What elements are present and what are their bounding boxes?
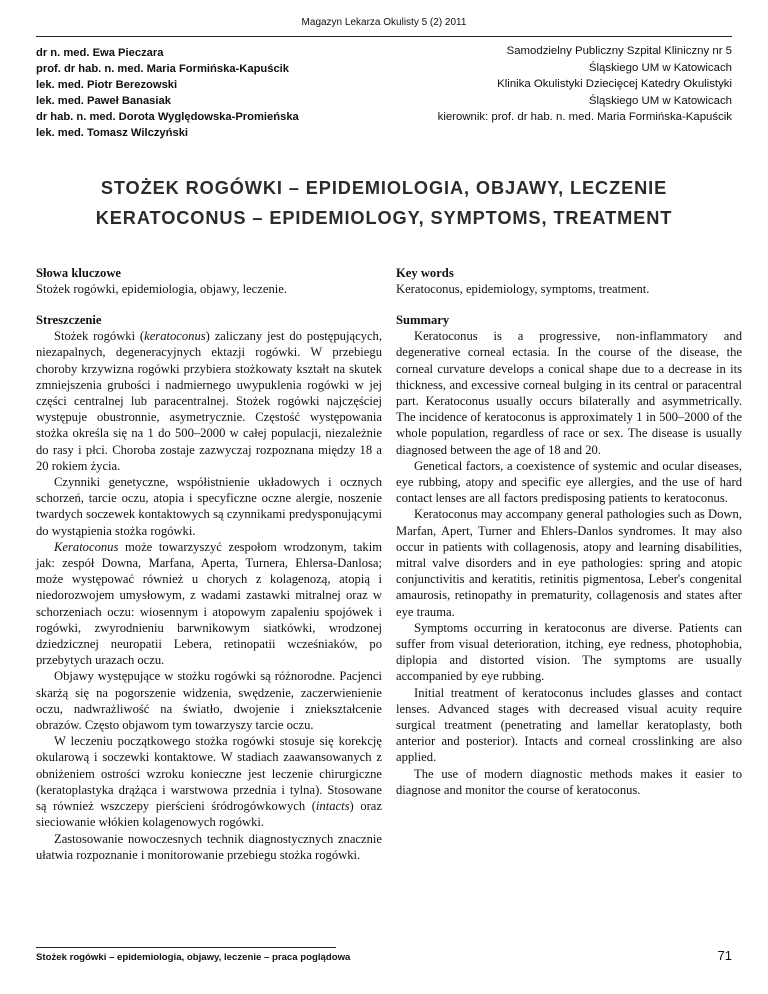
keywords-heading: Słowa kluczowe	[36, 266, 122, 280]
abstract-heading: Summary	[396, 313, 450, 327]
abstract-paragraph: Keratoconus may accompany general pathologies such as Down, Marfan, Apert, Turner and Ehlers-Danlos syndromes. It may also occur in patients with collagenosis, atopy and learning disabilities, mitral valve disorders and in eye pathologies: spring and atopic conjunctivitis and keratitis, retinitis pigmentosa, Leber's congenital amaurosis, retinopathy in prematurity, collagenosis and states after eye trauma.	[396, 507, 742, 619]
keywords-polish	[36, 265, 382, 297]
abstract-paragraph: Genetical factors, a coexistence of systemic and ocular diseases, eye rubbing, atopy and specific eye allergies, and the use of hard contact lenses are all factors predisposing patients to keratoconus.	[396, 458, 742, 506]
author: lek. med. Paweł Banasiak	[36, 95, 171, 107]
author: prof. dr hab. n. med. Maria Formińska-Kapuścik	[36, 63, 290, 75]
abstract-paragraph: Objawy występujące w stożku rogówki są różnorodne. Pacjenci skarżą się na pogorszenie widzenia, swędzenie, zaczerwienienie oczu, nadwrażliwość na światło, dwojenie i zniekształcenie obrazów. Często objawom tym towarzyszy tarcie oczu.	[36, 669, 382, 733]
affiliation	[352, 43, 732, 126]
keywords-text: Stożek rogówki, epidemiologia, objawy, leczenie.	[36, 282, 287, 297]
affiliation-line: Klinika Okulistyki Dziecięcej Katedry Okulistyki	[497, 78, 732, 91]
affiliation-line: Śląskiego UM w Katowicach	[588, 94, 732, 107]
author: lek. med. Piotr Berezowski	[36, 79, 178, 91]
abstract-paragraph: Czynniki genetyczne, współistnienie układowych i ocznych schorzeń, tarcie oczu, atopia i specyficzne oczne alergie, noszenie twardych soczewek kontaktowych są czynnikami predysponującymi do wystąpienia stożka rogówki.	[36, 475, 382, 538]
affiliation-line: Samodzielny Publiczny Szpital Kliniczny nr 5	[506, 45, 732, 57]
title-english: KERATOCONUS – EPIDEMIOLOGY, SYMPTOMS, TREATMENT	[95, 208, 673, 228]
keywords-text: Keratoconus, epidemiology, symptoms, treatment.	[396, 282, 650, 297]
keywords-english	[396, 265, 742, 297]
abstract-paragraph: The use of modern diagnostic methods makes it easier to diagnose and monitor the course of keratoconus.	[396, 766, 742, 797]
page-number: 71	[717, 948, 732, 963]
keywords-heading: Key words	[396, 266, 454, 280]
affiliation-line: Śląskiego UM w Katowicach	[588, 61, 732, 74]
journal-header: Magazyn Lekarza Okulisty 5 (2) 2011	[301, 17, 467, 28]
abstract-paragraph: Initial treatment of keratoconus includes glasses and contact lenses. Advanced stages with decreased visual acuity require surgical treatment (penetrating and lamellar keratoplasty, both anterior and posterior). Intacts and corneal crosslinking are also applied.	[396, 685, 742, 765]
author-list	[36, 45, 366, 141]
author: lek. med. Tomasz Wilczyński	[36, 127, 189, 139]
abstract-paragraph: Keratoconus może towarzyszyć zespołom wrodzonym, takim jak: zespół Downa, Marfana, Aperta, Turnera, Ehlersa-Danlosa; może występować również u chorych z kolagenozą, atopią i niedorozwojem umysłowym, z wadami zastawki mitralnej oraz w schorzeniach oczu: wiosennym i atopowym zapaleniu spojówek i rogówki, zwyrodnieniu barwnikowym siatkówki, wrodzonej dziedzicznej neuropatii Lebera, retinopatii wcześniaków, po przebytych urazach oczu.	[36, 539, 382, 668]
footer-rule	[36, 947, 336, 948]
abstract-paragraph: Stożek rogówki (keratoconus) zaliczany jest do postępujących, niezapalnych, degeneracyjnych ektazji rogówki. W przebiegu choroby krzywizna rogówki przybiera stożkowaty kształt na skutek zmniejszenia grubości i nadmiernego uwypuklenia rogówki w jej części centralnej lub paracentralnej. Stożek rogówki najczęściej występuje obustronnie, asymetrycznie. Częstość występowania stożka określa się na 1 do 500–2000 w całej populacji, niezależnie do rasy i płci. Choroba zostaje zazwyczaj rozpoznana między 18 a 20 rokiem życia.	[36, 329, 382, 473]
header-rule	[36, 36, 732, 37]
abstract-paragraph: Zastosowanie nowoczesnych technik diagnostycznych znacznie ułatwia rozpoznanie i monitorowanie przebiegu stożka rogówki.	[36, 831, 382, 862]
abstract-polish	[36, 312, 382, 863]
abstract-paragraph: W leczeniu początkowego stożka rogówki stosuje się korekcję okularową i soczewki kontaktowe. W stadiach zaawansowanych z obniżeniem ostrości wzroku konieczne jest leczenie chirurgiczne (keratoplastyka drążąca i warstwowa przednia i tylna). Stosowane są również wszczepy pierścieni śródrogówkowych (intacts) oraz sieciowanie włókien kolagenowych rogówki.	[36, 734, 382, 830]
abstract-paragraph: Keratoconus is a progressive, non-inflammatory and degenerative corneal ectasia. In the course of the disease, the corneal curvature develops a conical shape due to a decrease in its thickness, and excessive corneal bulging in its central or paracentral part. Keratoconus usually occurs bilaterally and asymmetrically. The incidence of keratoconus is approximately 1 in 500–2000 of the whole population, regardless of race or sex. The disease is usually diagnosed between the age of 18 and 20.	[396, 329, 742, 457]
author: dr hab. n. med. Dorota Wyględowska-Promieńska	[36, 111, 299, 123]
running-footer: Stożek rogówki – epidemiologia, objawy, leczenie – praca poglądowa	[36, 952, 351, 963]
abstract-paragraph: Symptoms occurring in keratoconus are diverse. Patients can suffer from visual deterioration, itching, eye redness, photophobia, diplopia and distorted vision. The symptoms are usually accompanied by eye rubbing.	[396, 620, 742, 684]
abstract-heading: Streszczenie	[36, 313, 102, 327]
affiliation-line: kierownik: prof. dr hab. n. med. Maria Formińska-Kapuścik	[437, 111, 732, 124]
abstract-english	[396, 312, 742, 798]
title-polish: STOŻEK ROGÓWKI – EPIDEMIOLOGIA, OBJAWY, LECZENIE	[100, 178, 668, 198]
author: dr n. med. Ewa Pieczara	[36, 47, 164, 59]
